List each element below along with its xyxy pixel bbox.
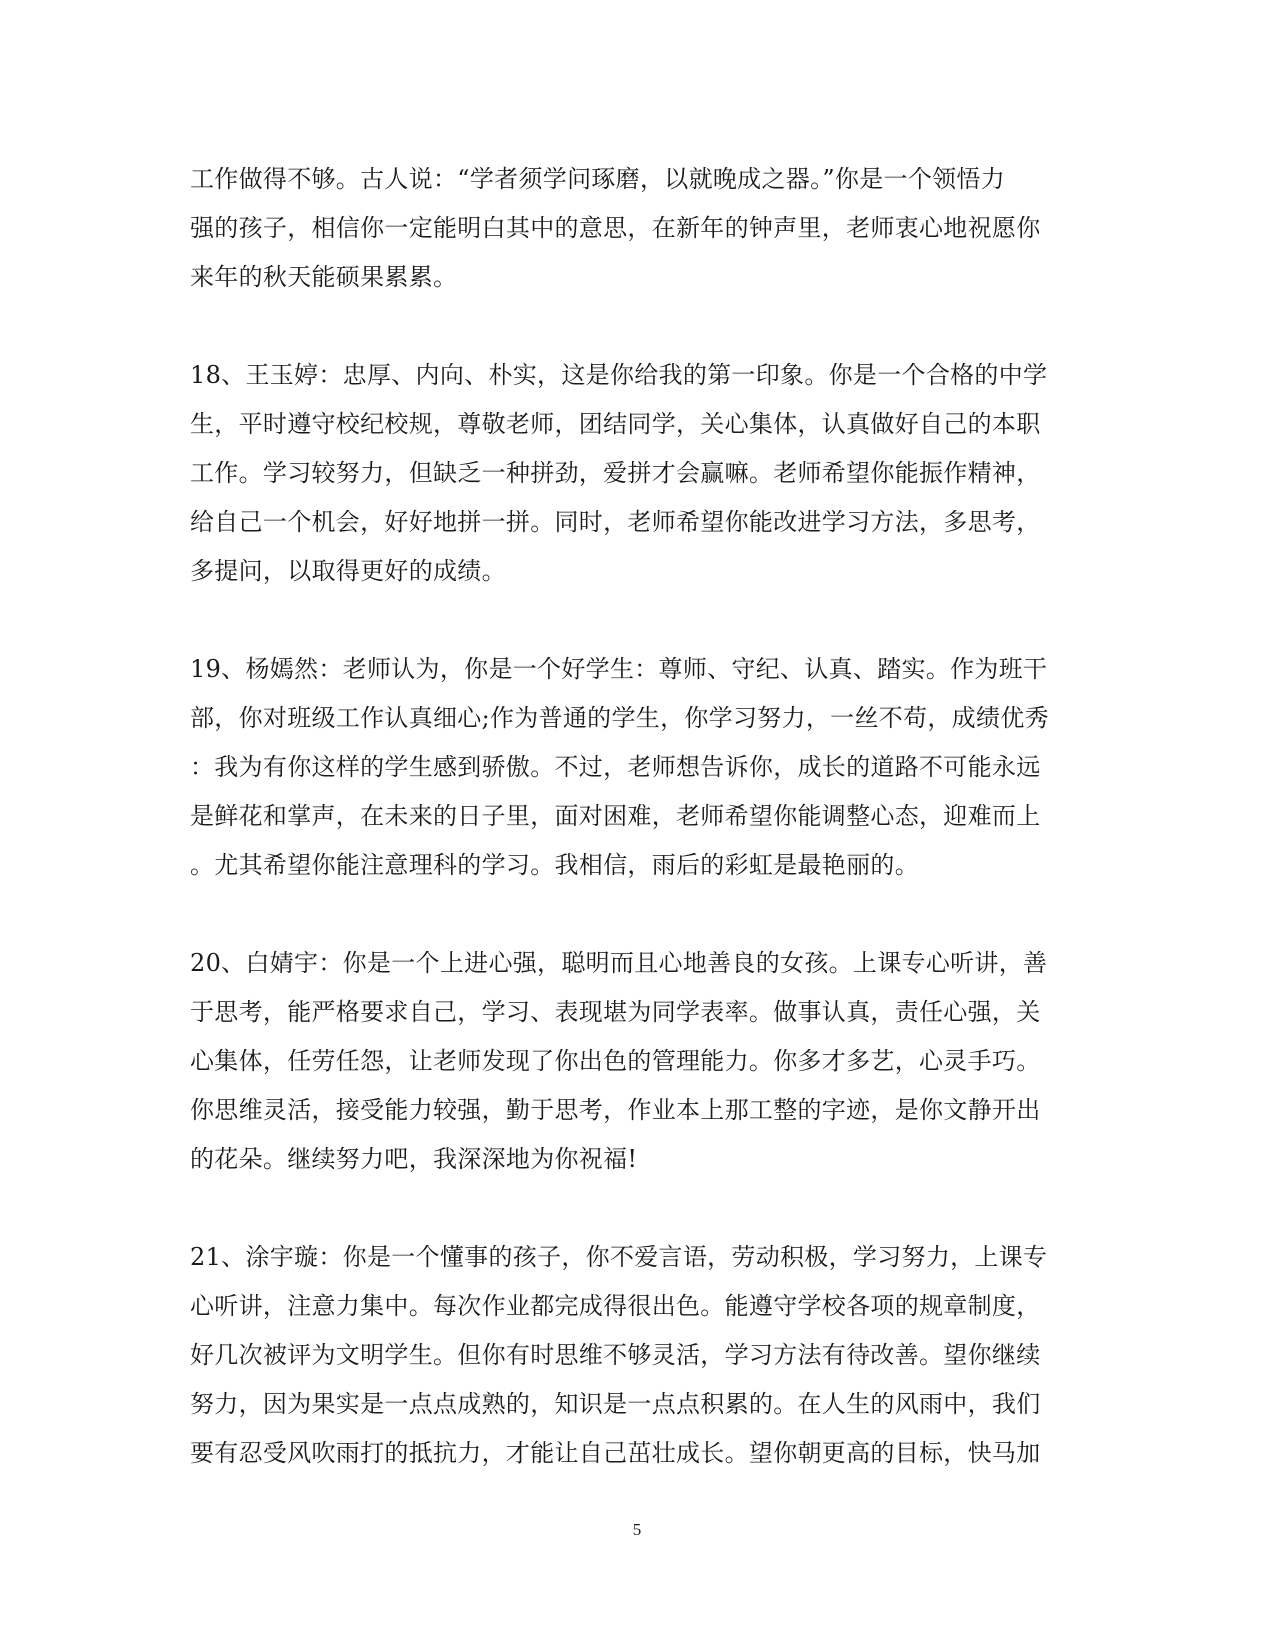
paragraph-continuation xyxy=(190,155,1090,302)
text-line: 部，你对班级工作认真细心;作为普通的学生，你学习努力，一丝不苟，成绩优秀 xyxy=(190,704,1049,732)
text-line: 强的孩子，相信你一定能明白其中的意思，在新年的钟声里，老师衷心地祝愿你 xyxy=(190,214,1041,242)
text-line: 要有忍受风吹雨打的抵抗力，才能让自己茁壮成长。望你朝更高的目标，快马加 xyxy=(190,1439,1041,1467)
paragraph-comment-19 xyxy=(190,645,1090,890)
paragraph-comment-21 xyxy=(190,1233,1090,1478)
text-line: 来年的秋天能硕果累累。 xyxy=(190,263,458,291)
text-line: 21、涂宇璇：你是一个懂事的孩子，你不爱言语，劳动积极，学习努力，上课专 xyxy=(190,1243,1048,1271)
text-line: 给自己一个机会，好好地拼一拼。同时，老师希望你能改进学习方法，多思考， xyxy=(190,508,1041,536)
paragraph-comment-18 xyxy=(190,351,1090,596)
text-line: 工作做得不够。古人说：“学者须学问琢磨，以就晚成之器。”你是一个领悟力 xyxy=(190,165,1006,193)
text-line: 于思考，能严格要求自己，学习、表现堪为同学表率。做事认真，责任心强，关 xyxy=(190,998,1041,1026)
text-line: 好几次被评为文明学生。但你有时思维不够灵活，学习方法有待改善。望你继续 xyxy=(190,1341,1041,1369)
text-line: 努力，因为果实是一点点成熟的，知识是一点点积累的。在人生的风雨中，我们 xyxy=(190,1390,1041,1418)
text-line: ：我为有你这样的学生感到骄傲。不过，老师想告诉你，成长的道路不可能永远 xyxy=(190,753,1041,781)
text-line: 18、王玉婷：忠厚、内向、朴实，这是你给我的第一印象。你是一个合格的中学 xyxy=(190,361,1048,389)
text-line: 生，平时遵守校纪校规，尊敬老师，团结同学，关心集体，认真做好自己的本职 xyxy=(190,410,1041,438)
text-line: 多提问，以取得更好的成绩。 xyxy=(190,557,506,585)
paragraph-comment-20 xyxy=(190,939,1090,1184)
text-line: 20、白婧宇：你是一个上进心强，聪明而且心地善良的女孩。上课专心听讲，善 xyxy=(190,949,1048,977)
document-body xyxy=(190,155,1090,1527)
text-line: 工作。学习较努力，但缺乏一种拼劲，爱拼才会赢嘛。老师希望你能振作精神， xyxy=(190,459,1041,487)
text-line: 心集体，任劳任怨，让老师发现了你出色的管理能力。你多才多艺，心灵手巧。 xyxy=(190,1047,1041,1075)
text-line: 你思维灵活，接受能力较强，勤于思考，作业本上那工整的字迹，是你文静开出 xyxy=(190,1096,1041,1124)
page-number: 5 xyxy=(632,1520,642,1539)
text-line: 心听讲，注意力集中。每次作业都完成得很出色。能遵守学校各项的规章制度， xyxy=(190,1292,1041,1320)
text-line: 。尤其希望你能注意理科的学习。我相信，雨后的彩虹是最艳丽的。 xyxy=(190,851,919,879)
text-line: 19、杨嫣然：老师认为，你是一个好学生：尊师、守纪、认真、踏实。作为班干 xyxy=(190,655,1048,683)
text-line: 是鲜花和掌声，在未来的日子里，面对困难，老师希望你能调整心态，迎难而上 xyxy=(190,802,1041,830)
text-line: 的花朵。继续努力吧，我深深地为你祝福! xyxy=(190,1145,638,1173)
